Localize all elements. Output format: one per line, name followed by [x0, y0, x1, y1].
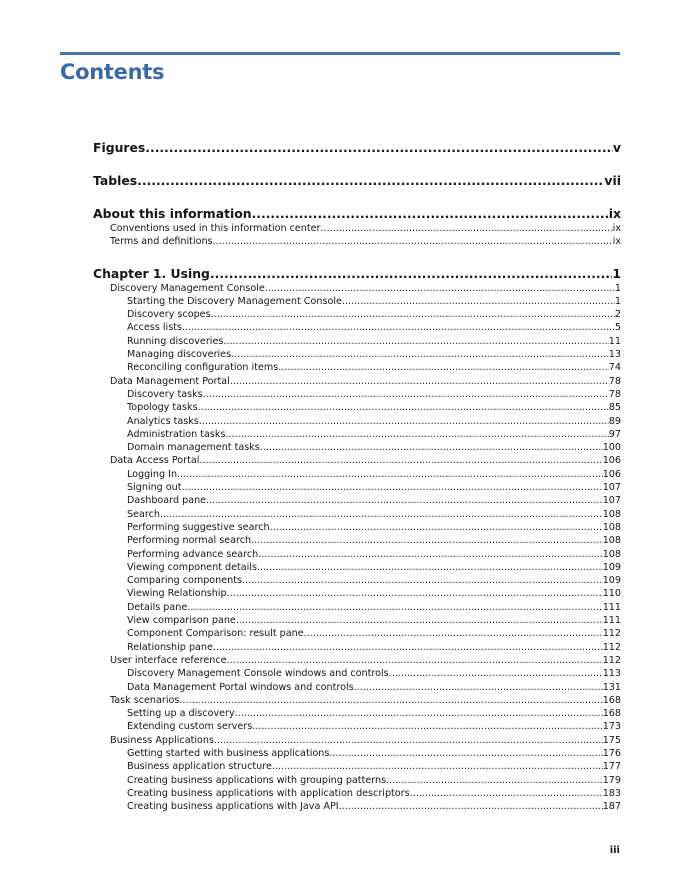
toc-entry-title: Task scenarios	[110, 694, 180, 706]
toc-leader-dots	[410, 787, 603, 800]
toc-entry[interactable]	[93, 707, 621, 720]
toc-entry-title: Reconciling configuration items	[127, 362, 279, 374]
toc-entry[interactable]	[93, 361, 621, 374]
toc-entry[interactable]	[93, 734, 621, 747]
toc-entry-page: vii	[604, 173, 621, 188]
toc-leader-dots	[231, 348, 609, 361]
toc-entry-title: Analytics tasks	[127, 415, 199, 427]
toc-entry[interactable]	[93, 494, 621, 507]
toc-entry-page: 97	[608, 428, 621, 440]
toc-entry-title: Creating business applications with application descriptors	[127, 787, 410, 799]
toc-leader-dots	[342, 295, 615, 308]
toc-entry-page: 175	[602, 734, 621, 746]
toc-leader-dots	[177, 468, 603, 481]
toc-entry[interactable]	[93, 627, 621, 640]
toc-entry-title: Tables	[93, 173, 138, 188]
toc-entry[interactable]	[93, 321, 621, 334]
toc-entry-page: 111	[602, 615, 621, 627]
toc-leader-dots	[265, 282, 615, 295]
toc-entry-page: 177	[602, 761, 621, 773]
toc-entry[interactable]	[93, 747, 621, 760]
toc-leader-dots	[214, 734, 603, 747]
toc-entry-page: 1	[614, 295, 621, 307]
toc-entry-page: v	[612, 140, 621, 155]
toc-leader-dots	[199, 454, 602, 467]
toc-entry-title: Business application structure	[127, 761, 272, 773]
toc-entry-title: Terms and definitions	[110, 236, 213, 248]
toc-entry[interactable]	[93, 534, 621, 547]
toc-entry-title: Details pane	[127, 601, 188, 613]
toc-entry-page: 108	[602, 521, 621, 533]
toc-entry-title: View comparison pane	[127, 615, 236, 627]
toc-leader-dots	[187, 601, 602, 614]
toc-entry[interactable]	[93, 587, 621, 600]
toc-entry-title: Access lists	[127, 322, 182, 334]
toc-entry-title: Getting started with business applications	[127, 747, 330, 759]
toc-entry-title: Figures	[93, 140, 146, 155]
toc-leader-dots	[225, 428, 608, 441]
toc-entry[interactable]	[93, 348, 621, 361]
toc-leader-dots	[257, 561, 603, 574]
toc-entry[interactable]	[93, 401, 621, 414]
toc-entry-title: Relationship pane	[127, 641, 213, 653]
toc-leader-dots	[235, 707, 603, 720]
toc-leader-dots	[236, 614, 603, 627]
toc-entry-title: Setting up a discovery	[127, 708, 235, 720]
toc-entry-title: About this information	[93, 206, 252, 221]
toc-entry[interactable]	[93, 415, 621, 428]
toc-leader-dots	[213, 641, 603, 654]
toc-entry-page: 112	[602, 628, 621, 640]
toc-entry[interactable]	[93, 308, 621, 321]
toc-entry[interactable]	[93, 574, 621, 587]
toc-entry-title: Search	[127, 508, 160, 520]
toc-entry[interactable]	[93, 335, 621, 348]
toc-entry-page: 109	[602, 561, 621, 573]
header-rule	[60, 52, 620, 55]
toc-entry-title: User interface reference	[110, 654, 227, 666]
toc-leader-dots	[213, 235, 613, 248]
toc-leader-dots	[160, 508, 603, 521]
toc-entry[interactable]	[93, 774, 621, 787]
toc-leader-dots	[304, 627, 603, 640]
toc-entry-title: Data Access Portal	[110, 455, 200, 467]
toc-entry[interactable]	[93, 375, 621, 388]
toc-entry-page: 78	[608, 375, 621, 387]
toc-entry-page: 112	[602, 654, 621, 666]
toc-entry-title: Logging In	[127, 468, 178, 480]
toc-entry-title: Dashboard pane	[127, 495, 207, 507]
toc-entry-page: ix	[612, 223, 621, 234]
toc-entry[interactable]	[93, 681, 621, 694]
toc-entry[interactable]	[93, 694, 621, 707]
toc-entry-title: Creating business applications with grouping patterns	[127, 774, 387, 786]
toc-entry-title: Extending custom servers	[127, 721, 253, 733]
toc-entry-title: Component Comparison: result pane	[127, 628, 304, 640]
toc-leader-dots	[227, 654, 603, 667]
toc-entry-title: Performing advance search	[127, 548, 259, 560]
toc-leader-dots	[223, 335, 608, 348]
toc-entry[interactable]	[93, 428, 621, 441]
toc-entry-page: 5	[614, 322, 621, 334]
toc-leader-dots	[251, 534, 603, 547]
toc-entry-title: Starting the Discovery Management Console	[127, 295, 342, 307]
toc-leader-dots	[230, 375, 609, 388]
toc-entry-page: 106	[602, 455, 621, 467]
toc-entry[interactable]	[93, 601, 621, 614]
toc-leader-dots	[210, 266, 612, 282]
toc-leader-dots	[206, 494, 603, 507]
toc-leader-dots	[260, 441, 603, 454]
toc-entry[interactable]	[93, 481, 621, 494]
toc-leader-dots	[252, 206, 609, 222]
toc-entry[interactable]	[93, 295, 621, 308]
toc-entry[interactable]	[93, 521, 621, 534]
toc-entry-page: 1	[614, 282, 621, 294]
toc-leader-dots	[198, 401, 609, 414]
toc-entry-page: 107	[602, 495, 621, 507]
toc-leader-dots	[329, 747, 602, 760]
toc-entry-page: 107	[602, 482, 621, 494]
toc-entry[interactable]	[93, 235, 621, 248]
toc-entry[interactable]	[93, 140, 621, 156]
toc-entry[interactable]	[93, 614, 621, 627]
toc-entry-page: 74	[608, 362, 621, 374]
toc-leader-dots	[278, 361, 609, 374]
toc-entry-page: 2	[614, 309, 621, 321]
toc-leader-dots	[203, 388, 609, 401]
toc-entry-title: Running discoveries	[127, 335, 224, 347]
toc-leader-dots	[137, 173, 604, 189]
toc-entry-title: Chapter 1. Using	[93, 265, 210, 281]
table-of-contents	[93, 140, 621, 813]
toc-entry[interactable]	[93, 760, 621, 773]
toc-entry-page: 89	[608, 415, 621, 427]
toc-entry[interactable]	[93, 206, 621, 222]
toc-entry-page: ix	[608, 206, 621, 221]
toc-entry-page: 187	[602, 801, 621, 813]
toc-entry-page: ix	[612, 236, 621, 248]
toc-entry-title: Discovery scopes	[127, 309, 211, 321]
toc-entry-title: Topology tasks	[127, 402, 198, 414]
toc-entry[interactable]	[93, 641, 621, 654]
toc-entry-page: 110	[602, 588, 621, 600]
toc-entry-page: 168	[602, 694, 621, 706]
toc-leader-dots	[272, 760, 603, 773]
toc-entry-page: 1	[612, 265, 621, 281]
toc-entry-title: Viewing Relationship	[127, 588, 227, 600]
toc-entry[interactable]	[93, 548, 621, 561]
toc-entry[interactable]	[93, 388, 621, 401]
toc-leader-dots	[270, 521, 603, 534]
toc-entry-title: Data Management Portal windows and controls	[127, 681, 354, 693]
toc-leader-dots	[389, 667, 603, 680]
toc-entry-page: 78	[608, 388, 621, 400]
toc-entry[interactable]	[93, 173, 621, 189]
toc-leader-dots	[321, 222, 613, 235]
toc-entry[interactable]	[93, 787, 621, 800]
toc-entry-title: Discovery Management Console windows and controls	[127, 668, 389, 680]
toc-leader-dots	[182, 321, 615, 334]
toc-entry-page: 13	[608, 349, 621, 361]
toc-entry-page: 173	[602, 721, 621, 733]
toc-entry[interactable]	[93, 222, 621, 235]
toc-leader-dots	[242, 574, 603, 587]
toc-entry-title: Business Applications	[110, 734, 214, 746]
toc-entry-title: Signing out	[127, 482, 182, 494]
toc-entry[interactable]	[93, 441, 621, 454]
toc-leader-dots	[182, 481, 603, 494]
toc-entry-page: 183	[602, 787, 621, 799]
toc-entry[interactable]	[93, 654, 621, 667]
toc-entry-page: 108	[602, 535, 621, 547]
toc-entry-title: Conventions used in this information center	[110, 223, 321, 234]
toc-entry-title: Viewing component details	[127, 561, 257, 573]
toc-leader-dots	[227, 587, 603, 600]
toc-leader-dots	[339, 800, 603, 813]
toc-entry[interactable]	[93, 468, 621, 481]
toc-entry-title: Domain management tasks	[127, 442, 260, 454]
toc-entry-title: Data Management Portal	[110, 375, 230, 387]
toc-leader-dots	[199, 415, 609, 428]
toc-entry-title: Performing normal search	[127, 535, 252, 547]
toc-entry-page: 113	[602, 668, 621, 680]
toc-entry[interactable]	[93, 508, 621, 521]
toc-entry-title: Comparing components	[127, 575, 242, 587]
toc-entry-page: 131	[602, 681, 621, 693]
toc-leader-dots	[258, 548, 602, 561]
toc-entry[interactable]	[93, 720, 621, 733]
toc-entry-title: Administration tasks	[127, 428, 226, 440]
toc-entry-title: Performing suggestive search	[127, 521, 270, 533]
toc-entry-page: 100	[602, 442, 621, 454]
toc-entry-page: 106	[602, 468, 621, 480]
toc-entry-page: 85	[608, 402, 621, 414]
toc-entry[interactable]	[93, 266, 621, 282]
toc-leader-dots	[252, 720, 602, 733]
toc-entry-title: Managing discoveries	[127, 349, 232, 361]
toc-entry-page: 109	[602, 575, 621, 587]
toc-entry-page: 108	[602, 508, 621, 520]
toc-entry-title: Discovery Management Console	[110, 282, 265, 294]
toc-leader-dots	[354, 681, 603, 694]
toc-leader-dots	[179, 694, 602, 707]
toc-entry-page: 11	[608, 335, 621, 347]
toc-entry-page: 176	[602, 747, 621, 759]
toc-entry[interactable]	[93, 282, 621, 295]
toc-entry-page: 179	[602, 774, 621, 786]
toc-leader-dots	[211, 308, 615, 321]
toc-leader-dots	[145, 140, 613, 156]
page-title: Contents	[60, 60, 165, 84]
toc-entry-page: 168	[602, 708, 621, 720]
toc-entry[interactable]	[93, 667, 621, 680]
page-number: iii	[609, 845, 620, 856]
toc-entry-page: 108	[602, 548, 621, 560]
toc-entry-title: Creating business applications with Java API	[127, 801, 339, 813]
toc-entry-page: 111	[602, 601, 621, 613]
toc-entry[interactable]	[93, 561, 621, 574]
toc-entry[interactable]	[93, 454, 621, 467]
toc-leader-dots	[386, 774, 603, 787]
toc-entry-title: Discovery tasks	[127, 388, 203, 400]
toc-entry-page: 112	[602, 641, 621, 653]
toc-entry[interactable]	[93, 800, 621, 813]
